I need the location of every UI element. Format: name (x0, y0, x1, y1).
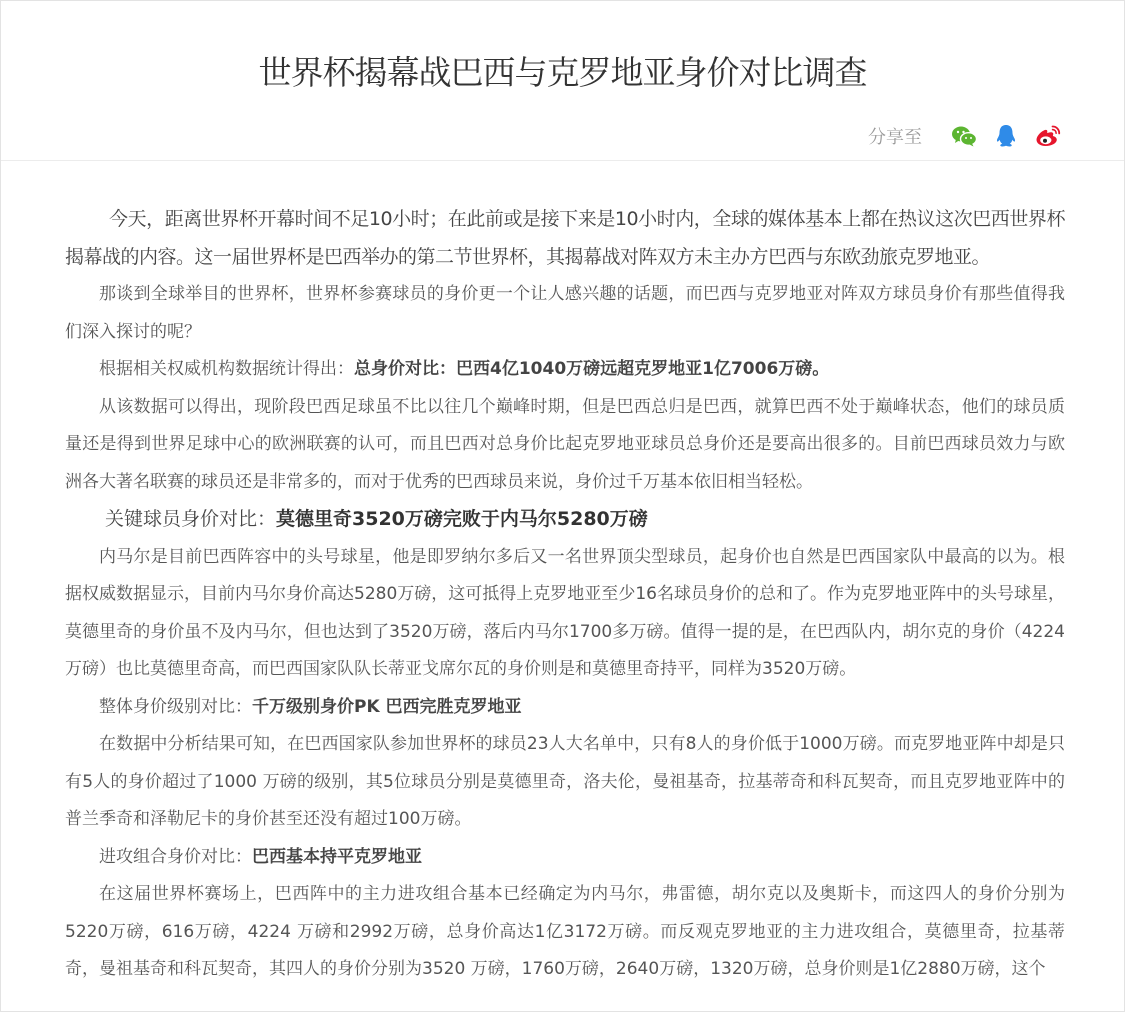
paragraph: 在数据中分析结果可知，在巴西国家队参加世界杯的球员23人大名单中，只有8人的身价低于1000万磅。而克罗地亚阵中却是只有5人的身价超过了1000 万磅的级别，其5位球员分别是莫德里奇，洛夫伦，曼祖基奇，拉基蒂奇和科瓦契奇，而且克罗地亚阵中的普兰季奇和泽勒尼卡的身价甚至还没有超过100万磅。 (65, 734, 1065, 829)
paragraph: 进攻组合身价对比：巴西基本持平克罗地亚 (99, 846, 422, 867)
share-bar (868, 121, 1062, 151)
paragraph: 关键球员身价对比：莫德里奇3520万磅完败于内马尔5280万磅 (105, 508, 648, 530)
highlight-text: 千万级别身价PK 巴西完胜克罗地亚 (252, 696, 522, 717)
paragraph: 整体身价级别对比：千万级别身价PK 巴西完胜克罗地亚 (99, 696, 522, 717)
paragraph: 根据相关权威机构数据统计得出：总身价对比：巴西4亿1040万磅远超克罗地亚1亿7006万磅。 (99, 359, 830, 379)
paragraph: 在这届世界杯赛场上，巴西阵中的主力进攻组合基本已经确定为内马尔，弗雷德，胡尔克以及奥斯卡，而这四人的身价分别为5220万磅，616万磅，4224 万磅和2992万磅，总身价高达1亿3172万磅。而反观克罗地亚的主力进攻组合，莫德里奇，拉基蒂奇，曼祖基奇和科瓦契奇，其四人的身价分别为3520 万磅，1760万磅，2640万磅，1320万磅，总身价则是1亿2880万磅，这个 (65, 884, 1065, 979)
weibo-icon[interactable] (1034, 122, 1062, 150)
paragraph: 那谈到全球举目的世界杯，世界杯参赛球员的身价更一个让人感兴趣的话题，而巴西与克罗地亚对阵双方球员身价有那些值得我们深入探讨的呢？ (65, 284, 1065, 342)
qq-icon[interactable] (992, 122, 1020, 150)
wechat-icon[interactable] (950, 122, 978, 150)
highlight-text: 莫德里奇3520万磅完败于内马尔5280万磅 (276, 508, 648, 530)
paragraph: 内马尔是目前巴西阵容中的头号球星，他是即罗纳尔多后又一名世界顶尖型球员，起身价也自然是巴西国家队中最高的以为。根据权威数据显示，目前内马尔身价高达5280万磅，这可抵得上克罗地亚至少16名球员身价的总和了。作为克罗地亚阵中的头号球星，莫德里奇的身价虽不及内马尔，但也达到了3520万磅，落后内马尔1700多万磅。值得一提的是，在巴西队内，胡尔克的身价（4224万磅）也比莫德里奇高，而巴西国家队队长蒂亚戈席尔瓦的身价则是和莫德里奇持平，同样为3520万磅。 (65, 546, 1065, 679)
highlight-text: 总身价对比：巴西4亿1040万磅远超克罗地亚1亿7006万磅。 (354, 359, 830, 379)
share-label: 分享至 (868, 127, 922, 148)
paragraph: 从该数据可以得出，现阶段巴西足球虽不比以往几个巅峰时期，但是巴西总归是巴西，就算巴西不处于巅峰状态，他们的球员质量还是得到世界足球中心的欧洲联赛的认可，而且巴西对总身价比起克罗地亚球员总身价还是要高出很多的。目前巴西球员效力与欧洲各大著名联赛的球员还是非常多的，而对于优秀的巴西球员来说，身价过千万基本依旧相当轻松。 (65, 396, 1065, 492)
article-header (1, 1, 1124, 161)
article-title: 世界杯揭幕战巴西与克罗地亚身价对比调查 (258, 53, 867, 92)
article-body (65, 201, 1065, 989)
paragraph: 今天，距离世界杯开幕时间不足10小时；在此前或是接下来是10小时内，全球的媒体基本上都在热议这次巴西世界杯揭幕战的内容。这一届世界杯是巴西举办的第二节世界杯，其揭幕战对阵双方未主办方巴西与东欧劲旅克罗地亚。 (65, 208, 1065, 268)
highlight-text: 巴西基本持平克罗地亚 (252, 846, 422, 867)
